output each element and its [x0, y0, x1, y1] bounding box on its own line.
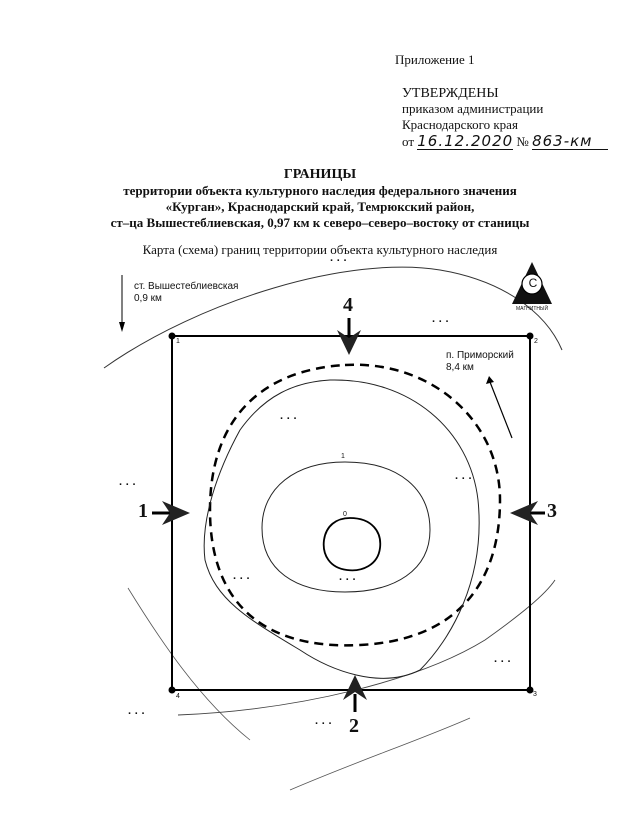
elevation-marker: · · ·	[330, 255, 348, 267]
compass-label: МАГНИТНЫЙ	[515, 306, 549, 312]
elevation-marker: · · ·	[128, 708, 146, 720]
boundary-square	[172, 336, 530, 690]
arrow-label-3: 3	[547, 500, 557, 522]
elevation-marker: · · ·	[494, 656, 512, 668]
corner-point-1	[169, 333, 176, 340]
elevation-marker: · · ·	[280, 413, 298, 425]
appendix-label: Приложение 1	[395, 52, 475, 67]
arrow-label-1: 1	[138, 500, 148, 522]
corner-label-2: 2	[534, 338, 538, 345]
approved-label: УТВЕРЖДЕНЫ	[402, 86, 499, 101]
road-curve-southwest	[128, 588, 250, 740]
settlement-1-distance: 0,9 км	[134, 293, 162, 304]
elevation-marker: · · ·	[339, 574, 357, 586]
corner-label-3: 3	[533, 691, 537, 698]
elevation-marker: · · ·	[119, 479, 137, 491]
map-caption: Карта (схема) границ территории объекта культурного наследия	[142, 242, 498, 257]
arrow-label-4: 4	[343, 294, 353, 316]
contour-label-1: 1	[341, 453, 345, 460]
elevation-marker: · · ·	[432, 316, 450, 328]
arrow-3-east	[510, 501, 545, 525]
settlement-1-label	[134, 281, 238, 305]
elevation-marker: · · ·	[233, 573, 251, 585]
corner-label-4: 4	[176, 693, 180, 700]
settlement-1-name: ст. Вышестеблиевская	[134, 281, 239, 292]
title-line-3: ст–ца Вышестеблиевская, 0,97 км к северо–северо–востоку от станицы	[110, 215, 530, 230]
settlement-2-name: п. Приморский	[446, 350, 514, 361]
title-line-2: «Курган», Краснодарский край, Темрюкский район,	[165, 199, 475, 214]
order-date: 16.12.2020	[417, 132, 514, 150]
arrow-label-2: 2	[349, 715, 359, 737]
order-line-2: Краснодарского края	[402, 117, 518, 132]
settlement-2-distance: 8,4 км	[446, 362, 474, 373]
title-line-1: территории объекта культурного наследия федерального значения	[123, 183, 517, 198]
corner-label-1: 1	[176, 338, 180, 345]
contour-outer	[204, 380, 479, 678]
corner-point-2	[527, 333, 534, 340]
mound-boundary-dashed	[210, 365, 500, 646]
corner-point-4	[169, 687, 176, 694]
contour-middle	[262, 462, 430, 592]
contour-label-0: 0	[343, 511, 347, 518]
direction-arrow-settlement-2	[486, 376, 512, 438]
settlement-2-label	[446, 350, 514, 374]
road-curve-south	[178, 580, 555, 715]
compass-letter: С	[528, 276, 538, 290]
arrow-4-north	[337, 318, 361, 355]
number-sign: №	[516, 134, 529, 149]
contour-inner	[324, 518, 381, 570]
direction-arrow-settlement-1	[119, 275, 125, 332]
arrow-2-south	[343, 675, 367, 712]
document-title: ГРАНИЦЫ	[283, 167, 357, 182]
order-number: 863-км	[532, 133, 608, 150]
order-line-1: приказом администрации	[402, 101, 544, 116]
elevation-marker: · · ·	[455, 473, 473, 485]
from-prefix: от	[402, 134, 415, 149]
elevation-marker: · · ·	[315, 718, 333, 730]
